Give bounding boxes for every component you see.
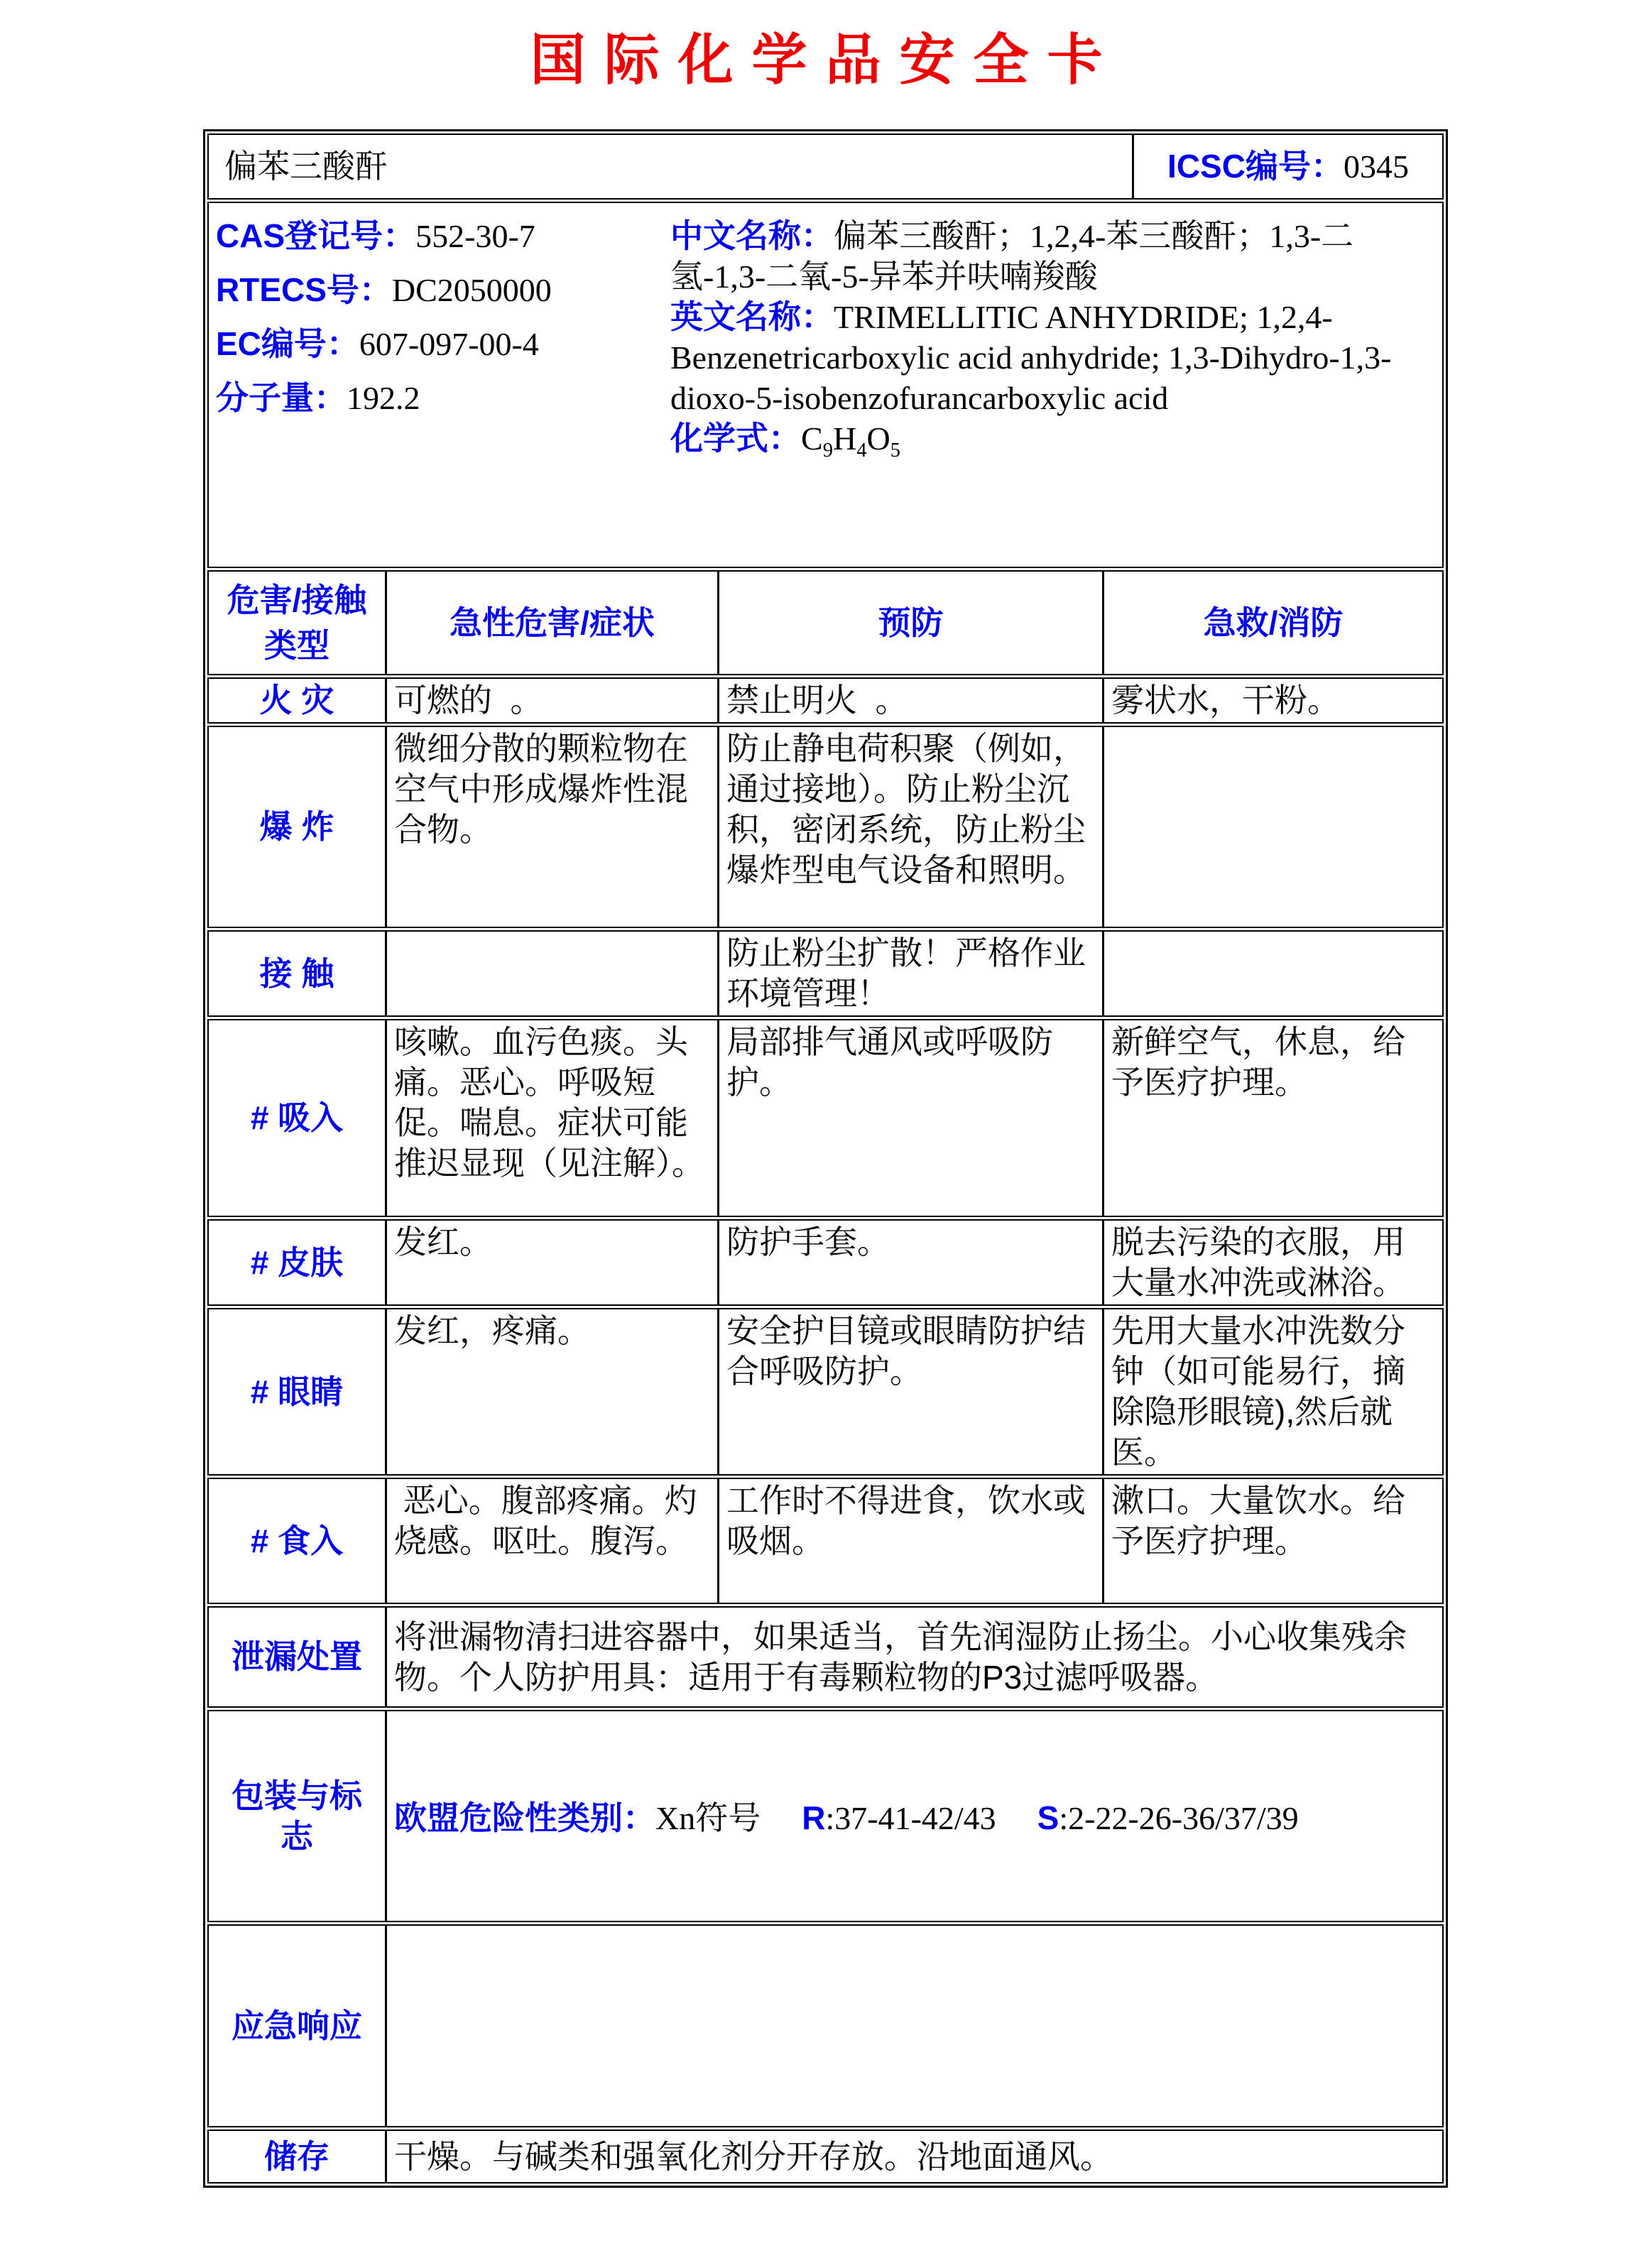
identifiers-row [207,202,1444,568]
exposure-prevention: 防止粉尘扩散！严格作业环境管理！ [717,932,1102,1015]
s-phrase-label: S [1037,1799,1059,1836]
section-packaging-labelling [207,1710,1444,1922]
cas-value: 552-30-7 [415,218,535,254]
formula-element-o: O [866,420,890,457]
inhalation-symptoms: 咳嗽。血污色痰。头痛。恶心。呼吸短促。喘息。症状可能推迟显现（见注解）。 [385,1020,717,1216]
registry-numbers [209,203,663,567]
skin-first-aid: 脱去污染的衣服，用大量水冲洗或淋浴。 [1102,1221,1442,1304]
title-row [207,133,1444,200]
chemical-names [663,203,1442,567]
eu-symbol: Xn符号 [655,1800,761,1836]
fire-prevention: 禁止明火 。 [717,679,1102,722]
section-storage [207,2130,1444,2184]
category-fire: 火 灾 [259,682,334,719]
packaging-labelling-content [385,1711,1442,1921]
formula-sub-h: 4 [856,440,867,462]
formula-sub-c: 9 [822,440,833,462]
ingestion-first-aid: 漱口。大量饮水。给予医疗护理。 [1102,1479,1442,1603]
header-symptoms: 急性危害/症状 [385,572,717,674]
skin-prevention: 防护手套。 [717,1221,1102,1304]
category-explosion: 爆 炸 [259,808,334,845]
explosion-symptoms: 微细分散的颗粒物在空气中形成爆炸性混合物。 [385,727,717,927]
explosion-first-aid [1102,727,1442,927]
formula-sub-o: 5 [890,440,900,462]
icsc-label: ICSC编号： [1167,148,1344,185]
substance-name: 偏苯三酸酐 [224,148,388,185]
packaging-labelling-label: 包装与标志 [231,1777,362,1855]
icsc-number: 0345 [1343,148,1409,185]
skin-symptoms: 发红。 [385,1221,717,1304]
english-name-label: 英文名称： [670,298,834,335]
molecular-weight-label: 分子量： [216,379,347,416]
inhalation-prevention: 局部排气通风或呼吸防护。 [717,1020,1102,1216]
fire-first-aid: 雾状水，干粉。 [1102,679,1442,722]
category-inhalation: # 吸入 [250,1099,344,1136]
ingestion-symptoms: 恶心。腹部疼痛。灼烧感。呕吐。腹泻。 [385,1479,717,1603]
formula-label: 化学式： [670,420,801,457]
hazard-row-inhalation [207,1019,1444,1217]
category-ingestion: # 食入 [250,1522,344,1559]
hazard-row-ingestion [207,1478,1444,1604]
cas-line [216,216,656,256]
hazard-row-explosion [207,726,1444,928]
chemical-formula [801,420,900,462]
section-spill-disposal [207,1606,1444,1708]
exposure-first-aid [1102,932,1442,1015]
molecular-weight-value: 192.2 [347,380,420,416]
header-hazard-type: 危害/接触类型 [227,582,367,664]
emergency-response-content [385,1926,1442,2126]
explosion-prevention: 防止静电荷积聚（例如，通过接地）。防止粉尘沉积，密闭系统，防止粉尘爆炸型电气设备和照明。 [717,727,1102,927]
r-phrase-value: :37-41-42/43 [825,1800,996,1836]
category-eyes: # 眼睛 [250,1373,344,1410]
emergency-response-label: 应急响应 [231,2007,362,2044]
storage-content [385,2131,1442,2182]
eyes-first-aid: 先用大量水冲洗数分钟（如可能易行，摘除隐形眼镜),然后就医。 [1102,1309,1442,1474]
eyes-symptoms: 发红，疼痛。 [385,1309,717,1474]
page-title: 国际化学品安全卡 [530,28,1121,92]
section-emergency-response [207,1924,1444,2127]
hazard-table-header [207,570,1444,675]
r-phrase-label: R [802,1799,826,1836]
chinese-name-line [670,216,1435,297]
spill-disposal-content [385,1608,1442,1706]
category-skin: # 皮肤 [250,1243,344,1281]
header-first-aid: 急救/消防 [1102,572,1442,674]
exposure-symptoms [385,932,717,1015]
formula-line [670,418,1435,471]
inhalation-first-aid: 新鲜空气，休息，给予医疗护理。 [1102,1020,1442,1216]
molecular-weight-line [216,378,656,418]
rtecs-line [216,270,656,310]
hazard-row-fire [207,677,1444,724]
storage-text: 干燥。与碱类和强氧化剂分开存放。沿地面通风。 [394,2137,1113,2175]
rtecs-value: DC2050000 [391,272,552,308]
spill-disposal-text: 将泄漏物清扫进容器中，如果适当，首先润湿防止扬尘。小心收集残余物。个人防护用具：适用于有毒颗粒物的P3过滤呼吸器。 [394,1618,1407,1696]
english-name-line [670,297,1435,418]
cas-label: CAS登记号： [216,217,416,254]
hazard-row-eyes [207,1308,1444,1476]
ec-line [216,324,656,364]
icsc-number-cell [1132,135,1442,198]
ingestion-prevention: 工作时不得进食，饮水或吸烟。 [717,1479,1102,1603]
hazard-row-skin [207,1219,1444,1306]
rtecs-label: RTECS号： [216,271,392,308]
eu-classification-line [394,1798,1435,1838]
storage-label: 储存 [264,2137,329,2175]
fire-symptoms: 可燃的 。 [385,679,717,722]
ec-label: EC编号： [216,325,359,362]
safety-card [203,129,1448,2188]
chinese-name-label: 中文名称： [670,217,834,254]
formula-element-c: C [801,420,823,457]
chinese-name-value: 偏苯三酸酐；1,2,4-苯三酸酐；1,3-二氢-1,3-二氧-5-异苯并呋喃羧酸 [670,218,1354,295]
s-phrase-value: :2-22-26-36/37/39 [1059,1800,1299,1836]
eu-class-label: 欧盟危险性类别： [394,1799,655,1836]
formula-element-h: H [832,420,857,457]
header-prevention: 预防 [717,572,1102,674]
english-name-value: TRIMELLITIC ANHYDRIDE; 1,2,4-Benzenetricarboxylic acid anhydride; 1,3-Dihydro-1,3-dioxo-5-isobenzofurancarboxylic acid [670,299,1392,416]
eyes-prevention: 安全护目镜或眼睛防护结合呼吸防护。 [717,1309,1102,1474]
ec-value: 607-097-00-4 [359,326,539,362]
spill-disposal-label: 泄漏处置 [231,1638,362,1675]
category-exposure: 接 触 [259,954,334,992]
hazard-row-exposure [207,930,1444,1017]
